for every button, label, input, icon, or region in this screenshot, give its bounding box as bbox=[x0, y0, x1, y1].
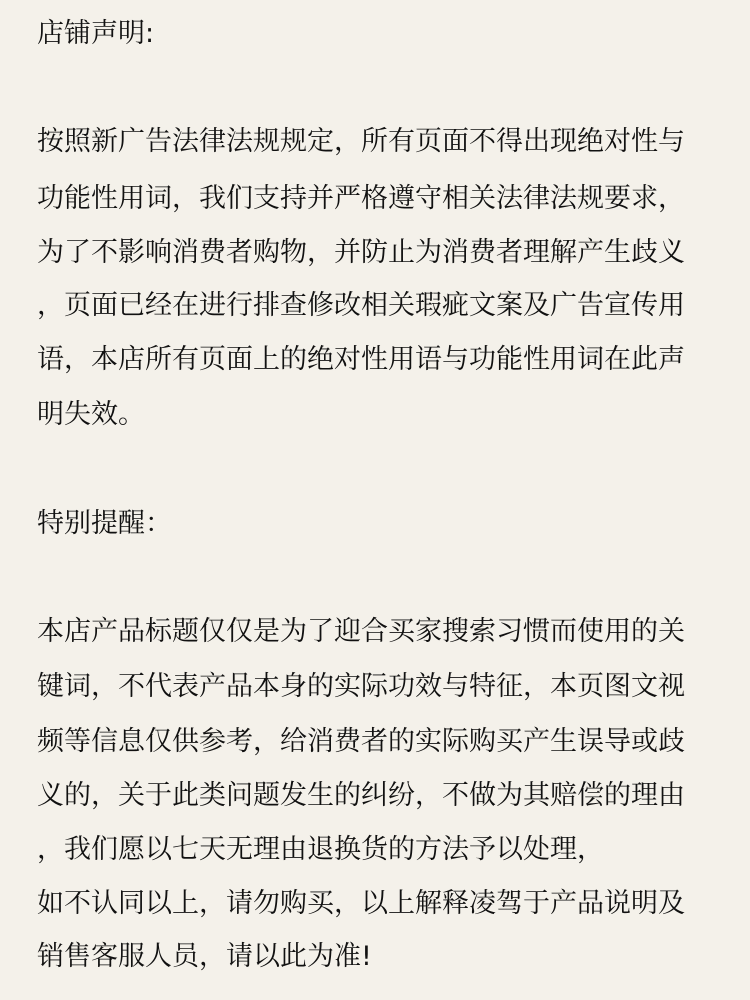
store-statement-line-6: 明失效。 bbox=[37, 399, 145, 430]
store-statement-heading: 店铺声明: bbox=[37, 18, 155, 49]
store-statement-line-3: 为了不影响消费者购物，并防止为消费者理解产生歧义 bbox=[37, 237, 685, 268]
special-reminder-line-1: 本店产品标题仅仅是为了迎合买家搜索习惯而使用的关 bbox=[37, 616, 685, 647]
store-statement-line-1: 按照新广告法律法规规定，所有页面不得出现绝对性与 bbox=[37, 126, 685, 157]
special-reminder-line-7: 销售客服人员，请以此为准! bbox=[37, 941, 372, 972]
special-reminder-line-4: 义的，关于此类问题发生的纠纷，不做为其赔偿的理由 bbox=[37, 780, 685, 811]
special-reminder-line-3: 频等信息仅供参考，给消费者的实际购买产生误导或歧 bbox=[37, 726, 685, 757]
special-reminder-line-6: 如不认同以上，请勿购买，以上解释凌驾于产品说明及 bbox=[37, 888, 685, 919]
special-reminder-line-2: 键词，不代表产品本身的实际功效与特征，本页图文视 bbox=[37, 671, 685, 702]
special-reminder-heading: 特别提醒： bbox=[37, 508, 172, 539]
special-reminder-line-5: ，我们愿以七天无理由退换货的方法予以处理， bbox=[37, 834, 604, 865]
store-statement-line-4: ，页面已经在进行排查修改相关瑕疵文案及广告宣传用 bbox=[37, 290, 685, 321]
store-statement-line-5: 语，本店所有页面上的绝对性用语与功能性用词在此声 bbox=[37, 344, 685, 375]
store-statement-line-2: 功能性用词，我们支持并严格遵守相关法律法规要求， bbox=[37, 183, 685, 214]
